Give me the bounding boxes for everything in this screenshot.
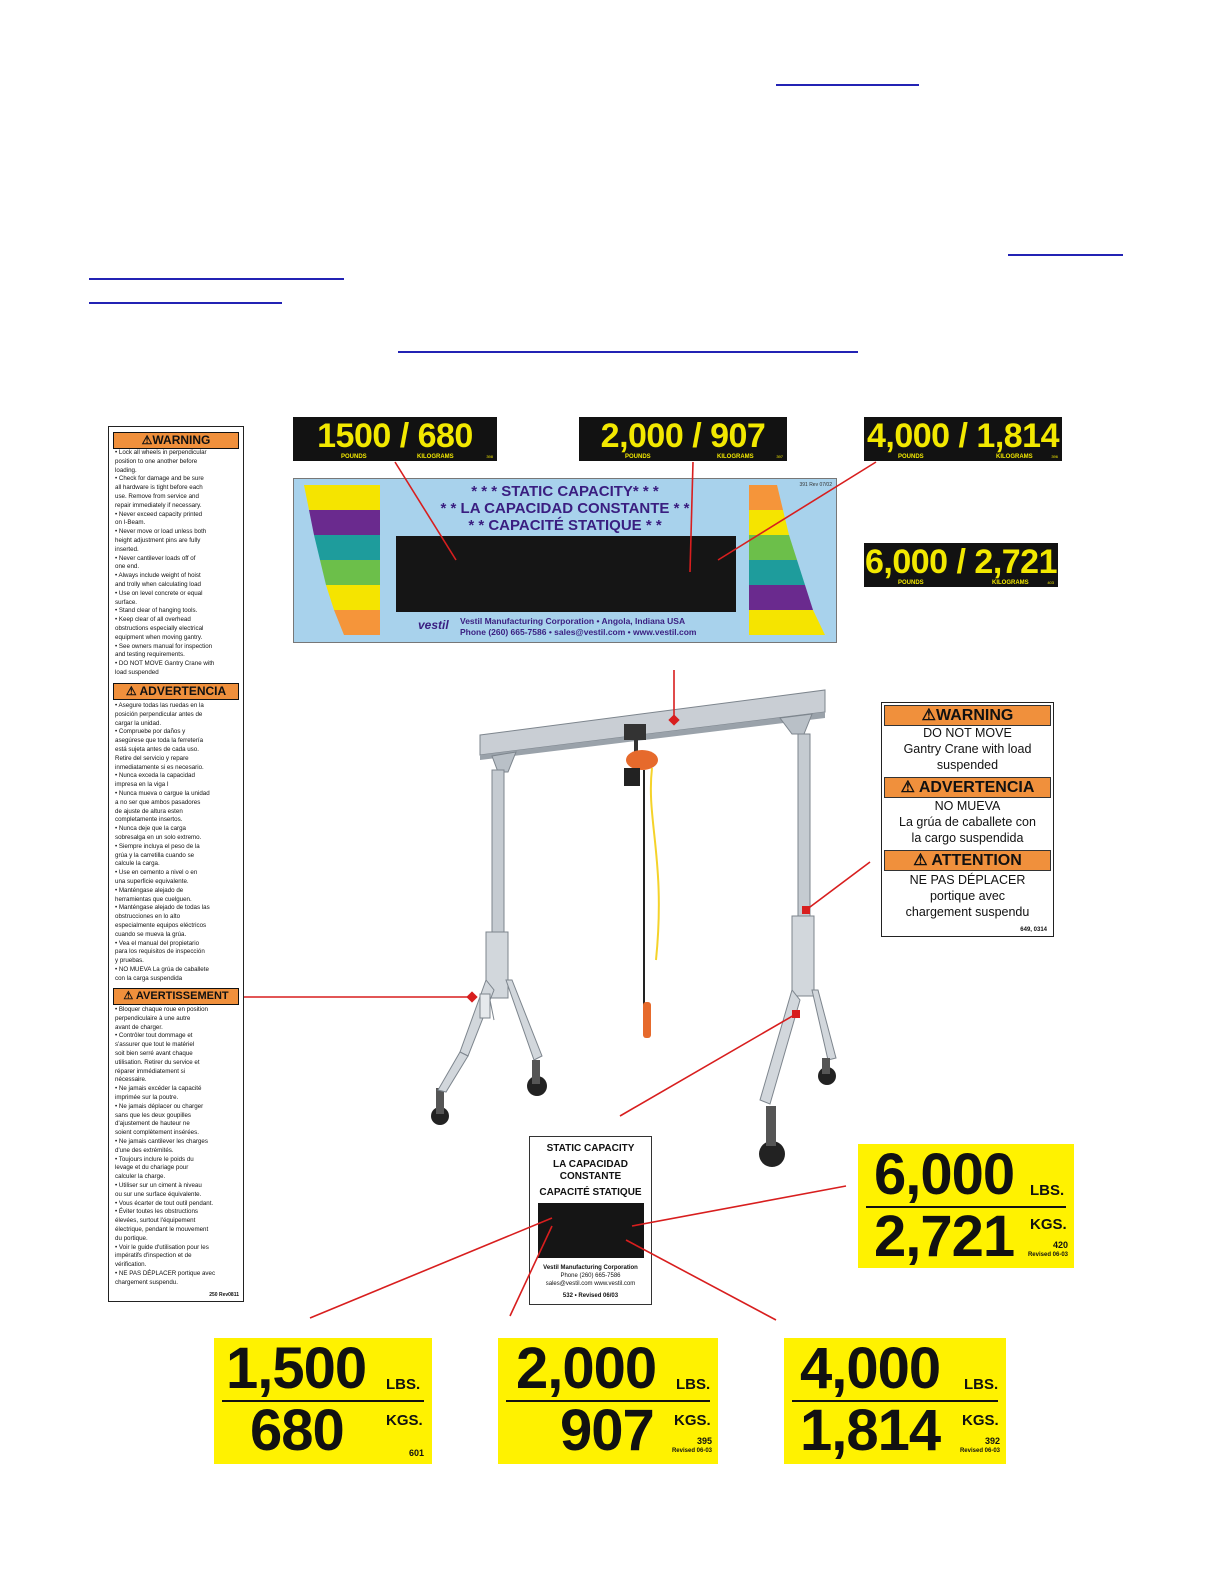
revision: Revised 06-03: [959, 1448, 1000, 1454]
label-code: 392: [984, 1436, 1000, 1446]
card-line: CONSTANTE: [559, 1171, 622, 1182]
advertencia-body: • Asegure todas las ruedas en la posición perpendicular antes de cargar la unidad. • Compruebe por daños y asegúrese que toda la ferretería está sujeta antes de cada uso. Retire del servicio y repare inmediatamente si es necesario. • Nunca exceda la capacidad impresa en la viga I • Nunca mueva o cargue la unidad a no ser que ambos pasadores de ajuste de altura esten completamente insertos. • Nunca deje que la carga sobresalga en un solo extremo. • Siempre incluya el peso de la grúa y la carretilla cuando se calcule la carga. • Use en cemento a nivel o en una superficie equivalente. • Manténgase alejado de herramientas que cuelguen. • Manténgase alejado de todas las obstrucciones en lo alto especialmente equipos eléctricos cuando se mueva la grúa. • Vea el manual del propietario para los requisitos de inspección y pruebas. • NO MUEVA La grúa de caballete con la carga suspendida: [115, 702, 210, 982]
warning-heading: ⚠WARNING: [113, 432, 239, 449]
label-code: 250 Rev0811: [209, 1292, 239, 1298]
plate-company: Vestil Manufacturing Corporation • Angola, Indiana USA: [460, 616, 686, 626]
lbs-unit: LBS.: [676, 1376, 711, 1393]
advertencia-heading: ⚠ ADVERTENCIA: [113, 683, 239, 700]
lbs-value: 2,000: [516, 1336, 657, 1401]
warning-heading-text: WARNING: [152, 433, 211, 447]
label-code: 420: [1052, 1240, 1068, 1250]
attention-line: portique avec: [929, 889, 1006, 903]
card-footer: Phone (260) 665-7586: [560, 1273, 621, 1279]
advertencia-heading-text: ADVERTENCIA: [139, 684, 227, 698]
kgs-value: 1,814: [800, 1398, 941, 1463]
kilograms-label: KILOGRAMS: [996, 454, 1033, 460]
label-code: 403: [1047, 580, 1054, 585]
capacity-value: 1500 / 680: [317, 417, 473, 455]
plate-contact: Phone (260) 665-7586 • sales@vestil.com • www.vestil.com: [460, 627, 697, 637]
pounds-label: POUNDS: [898, 454, 924, 460]
advertencia-heading-text: ADVERTENCIA: [918, 779, 1035, 796]
plate-title-en: * * * STATIC CAPACITY* * *: [471, 483, 659, 500]
lbs-value: 1,500: [226, 1336, 367, 1401]
kilograms-label: KILOGRAMS: [717, 454, 754, 460]
label-code: 398: [486, 454, 493, 459]
avertissement-heading: ⚠ AVERTISSEMENT: [113, 988, 239, 1005]
attention-line: NE PAS DÉPLACER: [909, 873, 1026, 887]
lbs-unit: LBS.: [386, 1376, 421, 1393]
advertencia-heading: ⚠ ADVERTENCIA: [884, 777, 1051, 798]
warning-body: • Lock all wheels in perpendicular position to one another before loading. • Check for damage and be sure all hardware is tight before each use. Remove from service and repair immediately if necessary. • Never exceed capacity printed on I-Beam. • Never move or load unless both height adjustment pins are fully inserted. • Never cantilever loads off of one end. • Always include weight of hoist and trolly when calculating load • Use on level concrete or equal surface. • Stand clear of hanging tools. • Keep clear of all overhead obstructions especially electrical equipment when moving gantry. • See owners manual for inspection and testing requirements. • DO NOT MOVE Gantry Crane with load suspended: [115, 449, 215, 676]
lbs-value: 6,000: [874, 1142, 1015, 1207]
plate-title-es: * * LA CAPACIDAD CONSTANTE * *: [440, 500, 690, 517]
warning-heading-text: WARNING: [936, 707, 1014, 724]
revision: Revised 06-03: [1027, 1252, 1068, 1258]
plate-code: 391 Rev 07/02: [799, 482, 832, 488]
kgs-value: 2,721: [874, 1204, 1015, 1269]
warning-line: suspended: [936, 758, 999, 772]
pounds-label: POUNDS: [341, 454, 367, 460]
kgs-value: 907: [560, 1398, 654, 1463]
capacity-value: 6,000 / 2,721: [864, 543, 1057, 581]
attention-line: chargement suspendu: [905, 905, 1030, 919]
warning-line: DO NOT MOVE: [923, 726, 1012, 740]
kgs-unit: KGS.: [962, 1412, 999, 1429]
lbs-unit: LBS.: [1030, 1182, 1065, 1199]
card-footer: 532 • Revised 06/03: [562, 1293, 619, 1299]
label-code: 601: [408, 1448, 424, 1458]
label-code: 396: [1051, 454, 1058, 459]
kilograms-label: KILOGRAMS: [992, 580, 1029, 586]
card-line: LA CAPACIDAD: [553, 1159, 628, 1170]
vestil-logo: vestil: [418, 618, 449, 632]
attention-heading-text: ATTENTION: [931, 852, 1022, 869]
label-code: 395: [696, 1436, 712, 1446]
kgs-unit: KGS.: [674, 1412, 711, 1429]
label-code: 649, 0314: [1020, 927, 1047, 933]
card-footer: Vestil Manufacturing Corporation: [543, 1265, 638, 1271]
pounds-label: POUNDS: [898, 580, 924, 586]
kgs-value: 680: [250, 1398, 344, 1463]
avertissement-body: • Bloquer chaque roue en position perpendiculaire à une autre avant de charger. • Contrôler tout dommage et s'assurer que tout le matériel soit bien serré avant chaque utilisation. Retirer du service et réparer immédiatement si nécessaire. • Ne jamais excéder la capacité imprimée sur la poutre. • Ne jamais déplacer ou charger sans que les deux goupilles d'ajustement de hauteur ne soient complètement insérées. • Ne jamais cantilever les charges d'une des extrémités. • Toujours inclure le poids du levage et du chariage pour calculer la charge. • Utiliser sur un ciment à niveau ou sur une surface équivalente. • Vous écarter de tout outil pendant. • Éviter toutes les obstructions élevées, surtout l'équipement électrique, pendant le mouvement du portique. • Voir le guide d'utilisation pour les impératifs d'inspection et de vérification. • NE PAS DÉPLACER portique avec chargement suspendu.: [115, 1006, 216, 1286]
warning-line: Gantry Crane with load: [903, 742, 1032, 756]
label-code: 397: [776, 454, 783, 459]
lbs-unit: LBS.: [964, 1376, 999, 1393]
lbs-value: 4,000: [800, 1336, 941, 1401]
capacity-value: 4,000 / 1,814: [866, 417, 1059, 455]
plate-title-fr: * * CAPACITÉ STATIQUE * *: [468, 517, 662, 534]
card-line: STATIC CAPACITY: [546, 1143, 635, 1154]
capacity-value: 2,000 / 907: [600, 417, 766, 455]
revision: Revised 06-03: [671, 1448, 712, 1454]
advertencia-line: La grúa de caballete con: [899, 815, 1036, 829]
avertissement-heading-text: AVERTISSEMENT: [135, 990, 229, 1002]
card-footer: sales@vestil.com www.vestil.com: [545, 1281, 636, 1287]
attention-heading: ⚠ ATTENTION: [884, 850, 1051, 871]
warning-heading: ⚠WARNING: [884, 705, 1051, 726]
advertencia-line: NO MUEVA: [934, 799, 1001, 813]
kgs-unit: KGS.: [1030, 1216, 1067, 1233]
pounds-label: POUNDS: [625, 454, 651, 460]
kgs-unit: KGS.: [386, 1412, 423, 1429]
card-line: CAPACITÉ STATIQUE: [539, 1187, 642, 1198]
kilograms-label: KILOGRAMS: [417, 454, 454, 460]
advertencia-line: la cargo suspendida: [911, 831, 1024, 845]
